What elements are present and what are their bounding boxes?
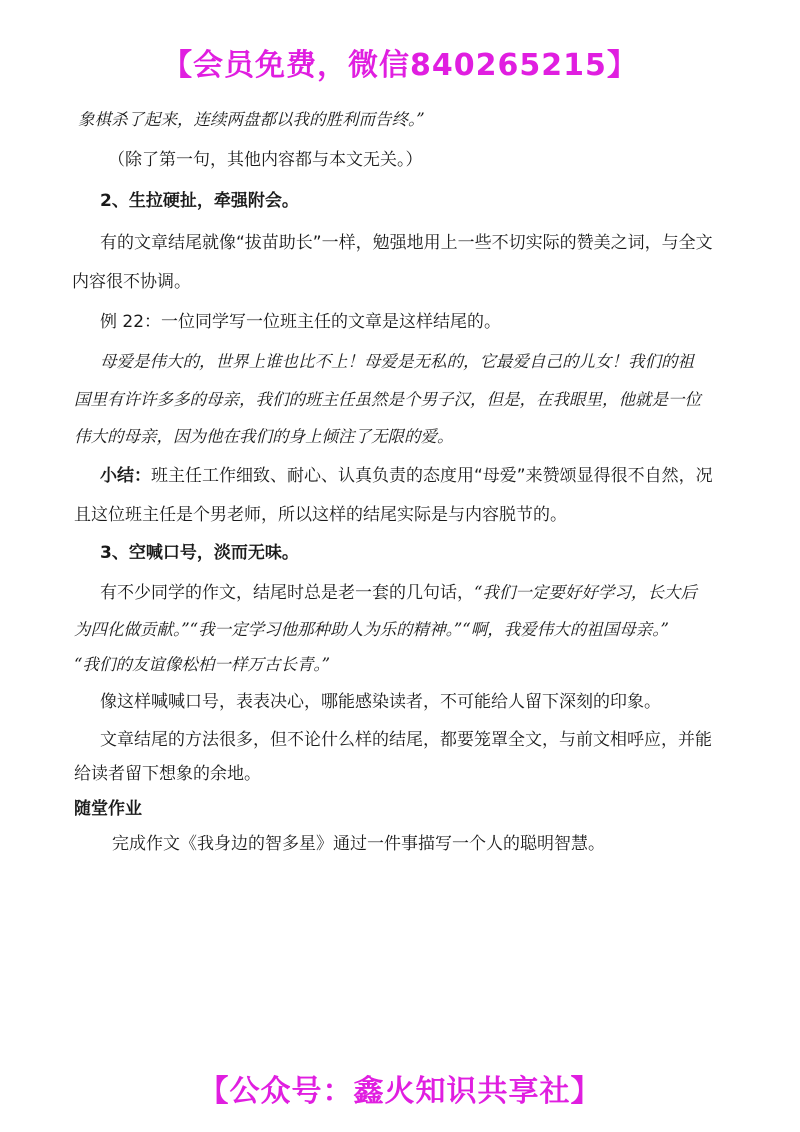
paragraph-line [100, 581, 697, 605]
quote-line: 为四化做贡献。”“我一定学习他那种助人为乐的精神。”“啊，我爱伟大的祖国母亲。” [74, 620, 669, 639]
paragraph-line: 给读者留下想象的余地。 [74, 764, 261, 784]
homework-title: 随堂作业 [74, 799, 142, 819]
quote-line: 伟大的母亲，因为他在我们的身上倾注了无限的爱。 [74, 427, 454, 446]
summary-line: 且这位班主任是个男老师，所以这样的结尾实际是与内容脱节的。 [74, 505, 567, 525]
paragraph-line: 像这样喊喊口号，表表决心，哪能感染读者，不可能给人留下深刻的印象。 [100, 692, 661, 712]
paragraph-line: 有的文章结尾就像“拔苗助长”一样，勉强地用上一些不切实际的赞美之词，与全文 [100, 233, 713, 253]
summary-text: 班主任工作细致、耐心、认真负责的态度用“母爱”来赞颂显得很不自然，况 [151, 466, 713, 486]
paragraph-text: 有不少同学的作文，结尾时总是老一套的几句话， [100, 583, 474, 603]
quote-line: 国里有许许多多的母亲，我们的班主任虽然是个男子汉，但是，在我眼里，他就是一位 [74, 390, 701, 409]
example-line: 例 22：一位同学写一位班主任的文章是这样结尾的。 [100, 312, 502, 332]
watermark-top: 【会员免费，微信840265215】 [162, 48, 638, 83]
watermark-bottom: 【公众号：鑫火知识共享社】 [198, 1074, 602, 1109]
section-heading-3: 3、空喊口号，淡而无味。 [100, 543, 299, 563]
section-heading-2: 2、生拉硬扯，牵强附会。 [100, 191, 299, 211]
summary-line [100, 464, 713, 488]
paragraph-line: 内容很不协调。 [72, 272, 191, 292]
summary-label: 小结： [100, 466, 151, 486]
quote-line: 母爱是伟大的，世界上谁也比不上！母爱是无私的，它最爱自己的儿女！我们的祖 [100, 352, 694, 371]
quote-text: “我们一定要好好学习，长大后 [474, 583, 697, 602]
homework-text: 完成作文《我身边的智多星》通过一件事描写一个人的聪明智慧。 [112, 834, 605, 854]
paragraph-line: 文章结尾的方法很多，但不论什么样的结尾，都要笼罩全文，与前文相呼应，并能 [100, 730, 712, 750]
quote-line: “我们的友谊像松柏一样万古长青。” [74, 655, 331, 674]
paragraph-note: （除了第一句，其他内容都与本文无关。） [108, 150, 423, 170]
paragraph-line: 象棋杀了起来，连续两盘都以我的胜利而告终。” [78, 110, 425, 129]
